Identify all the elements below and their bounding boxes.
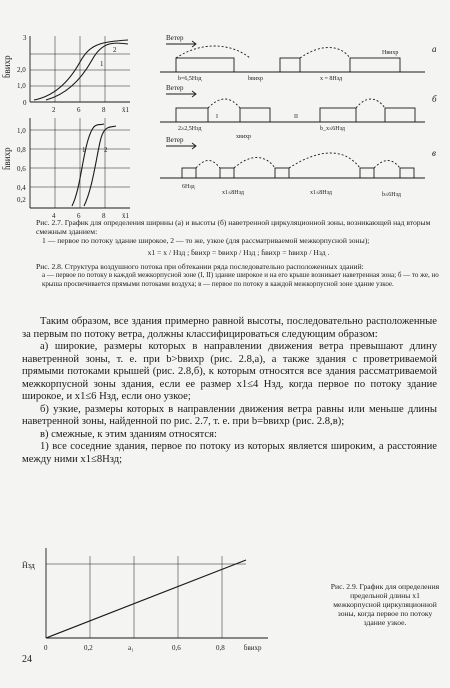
fig27a-xtick: 2 [52, 106, 56, 114]
fig28-caption [36, 262, 441, 288]
fig27-caption-title: Рис. 2.7. График для определения ширины (а) и высоты (б) наветренной циркуляционной зоны, возникающей над вторым смежным зданием: [36, 218, 431, 236]
fig29-caption: Рис. 2.9. График для определения предельной длины x1 межкорпусной циркуляционной зоны, когда первое по потоку здание узкое. [330, 582, 440, 627]
fig29-ylabel: H̄зд [22, 561, 35, 570]
fig28-panel-letter: в [432, 148, 436, 158]
figure-2-9-graph [18, 542, 288, 658]
fig28b-label: I [216, 114, 218, 120]
fig27b-xtick: 4 [52, 212, 56, 220]
fig27b-ylabel: h̄вихр [2, 147, 12, 170]
fig28a-label: bвихр [248, 76, 264, 82]
fig28a-label: x = 8Hзд [320, 76, 343, 82]
fig28b-label: xвихр [236, 134, 252, 140]
fig27b-ytick: 0,6 [17, 165, 26, 173]
fig27-caption-formula: x1 = x / Hзд ; b̄вихр = bвихр / Hзд ; h̄вихр = hвихр / Hзд . [147, 248, 330, 257]
fig28c-label: x1≤8Hзд [222, 190, 244, 196]
body-text [22, 316, 437, 467]
fig27b-ytick: 0,8 [17, 146, 26, 154]
fig29-line [46, 560, 246, 638]
fig27a-curve-label: 2 [113, 46, 117, 54]
fig27b-curve-label: 1 [82, 146, 86, 154]
paragraph: в) смежные, к этим зданиям относятся: [40, 428, 217, 440]
fig27b-curve-1 [72, 124, 104, 206]
fig29-xtick: b̄вихр [244, 644, 262, 652]
fig27-caption [36, 218, 441, 257]
fig28-panel-letter: а [432, 44, 437, 54]
fig27b-ytick: 0,4 [17, 184, 26, 192]
fig28b-label: b_x≤6Hзд [320, 126, 345, 132]
fig28c-label: x1≤8Hзд [310, 190, 332, 196]
fig28c-label: b≤6Hзд [382, 192, 401, 198]
fig27b-xtick: 6 [77, 212, 81, 220]
fig29-xtick: 0 [44, 644, 48, 652]
fig27-panel-b [30, 118, 130, 208]
fig27-caption-legend: 1 — первое по потоку здание широкое, 2 — то же, узкое (для рассматриваемой межкорпусной зоны); [42, 236, 370, 245]
paragraph: б) узкие, размеры которых в направлении движения ветра равны или меньше длины наветренной зоны, найденной по рис. 2.7, т. е. при b=bвихр (рис. 2.8,в); [22, 403, 437, 428]
fig27b-curve-label: 2 [104, 146, 108, 154]
figure-2-8-schematics [160, 28, 445, 208]
fig28-caption-text: а — первое по потоку в каждой межкорпусной зоне (I, II) здание широкое и на его крыше возникает наветренная зона; б — то же, но крыша просвечивается прямыми потоками воздуха; в — первое по потоку в каждой межкорпусной зоне здание узкое. [42, 271, 439, 288]
paragraph: а) широкие, размеры которых в направлении движения ветра превышают длину наветренной зоны, т. е. при b>bвихр (рис. 2.8,а), а также здания с проветриваемой прямыми потоками крышей (рис. 2.8,б), к которым относятся все здания рассматриваемой межкорпусной зоны здания, если ее размер x1≤4 Hзд, когда первое по потоку здание широкое, и x1≤6 Hзд, если оно узкое; [22, 341, 437, 403]
fig29-xtick: 0,2 [84, 644, 93, 652]
fig28-caption-title: Рис. 2.8. Структура воздушного потока при обтекании ряда последовательно расположенных зданий: [36, 262, 364, 271]
fig28c-label: 6Hзд [182, 184, 195, 190]
fig28a-label: Hвихр [382, 50, 399, 56]
figure-2-7-graphs [0, 30, 155, 230]
fig27a-xtick: x̄1 [122, 106, 129, 114]
fig27a-ytick: 1,0 [17, 82, 26, 90]
fig27a-ytick: 3 [23, 34, 27, 42]
fig27b-ytick: 1,0 [17, 127, 26, 135]
fig28a-label: b=6,5Hзд [178, 76, 202, 82]
paragraph: 1) все соседние здания, первое по потоку из которых является широким, а расстояние между ними x1≤8Hзд; [22, 441, 437, 466]
fig28-wind-label: Ветер [166, 136, 184, 144]
fig28b-label: II [294, 114, 298, 120]
fig27a-ytick: 2,0 [17, 66, 26, 74]
fig29-xtick: 0,8 [216, 644, 225, 652]
fig28b-label: 2≥2,5Hзд [178, 126, 202, 132]
fig28-wind-label: Ветер [166, 34, 184, 42]
paragraph: Таким образом, все здания примерно равной высоты, последовательно расположенные за первым по потоку ветра, должны классифицироваться следующим образом: [22, 316, 437, 340]
fig27b-xtick: x̄1 [122, 212, 129, 220]
fig27a-xtick: 8 [102, 106, 106, 114]
fig27a-ylabel: b̄вихр [2, 55, 12, 78]
fig28-wind-label: Ветер [166, 84, 184, 92]
page-number: 24 [22, 654, 32, 665]
fig29-xtick: а₁ [128, 644, 134, 652]
fig28-panel-letter: б [432, 94, 437, 104]
fig27a-curve-label: 1 [100, 60, 104, 68]
fig27a-ytick: 0 [23, 99, 27, 107]
fig27b-xtick: 8 [102, 212, 106, 220]
fig29-xtick: 0,6 [172, 644, 181, 652]
fig27b-ytick: 0,2 [17, 196, 26, 204]
fig27a-xtick: 6 [77, 106, 81, 114]
